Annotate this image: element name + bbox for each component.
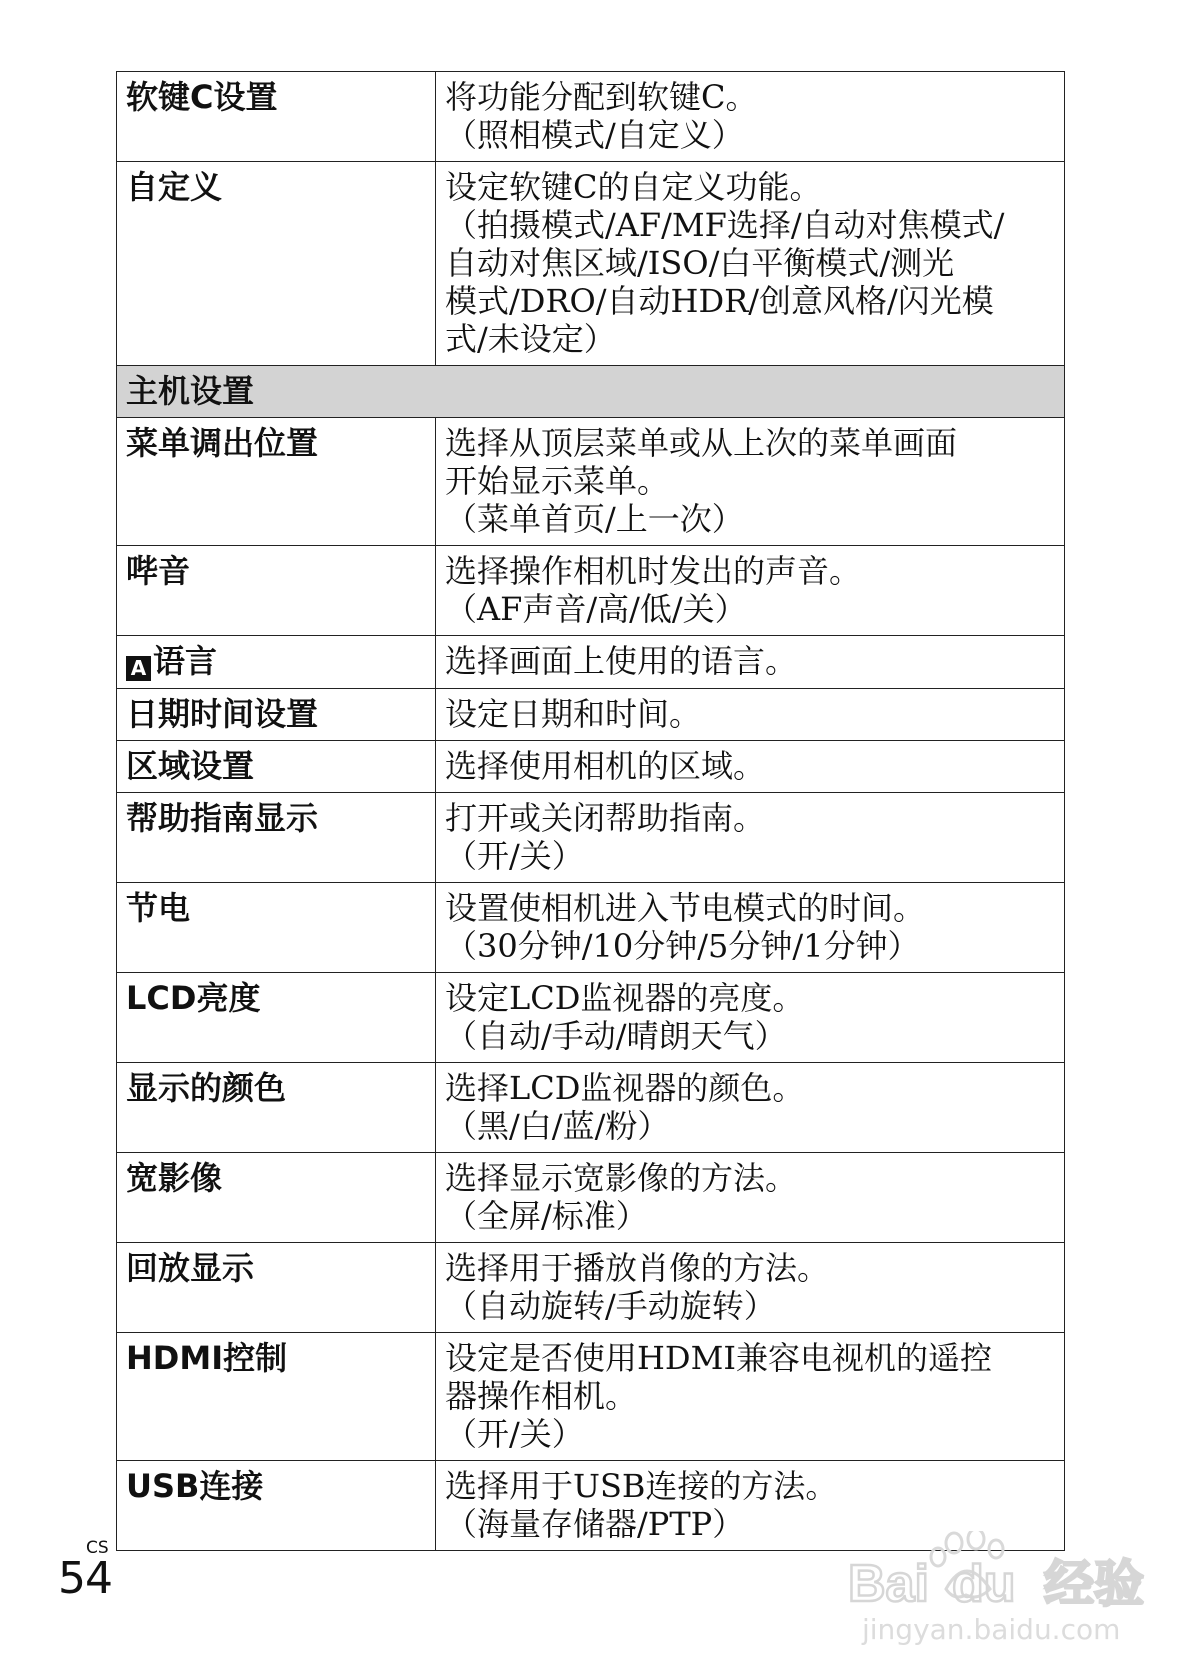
page-number: 54 [58,1553,112,1604]
table-row [117,72,1065,162]
description-line: 设定日期和时间。 [445,695,702,733]
description-line: （海量存储器/PTP） [445,1505,745,1543]
description-line: 设置使相机进入节电模式的时间。 [445,889,926,927]
setting-description-cell [436,546,1065,636]
description-line: 模式/DRO/自动HDR/创意风格/闪光模 [445,282,994,320]
setting-description-cell [436,1333,1065,1461]
description-line: 选择显示宽影像的方法。 [445,1159,798,1197]
description-line: （30分钟/10分钟/5分钟/1分钟） [445,927,920,965]
description-line: 选择用于USB连接的方法。 [445,1467,838,1505]
description-line: 选择画面上使用的语言。 [445,642,798,680]
description-line: 开始显示菜单。 [445,462,670,500]
table-row [117,1333,1065,1461]
setting-description-cell [436,1063,1065,1153]
table-row [117,546,1065,636]
setting-name: 语言 [153,642,218,680]
setting-name-cell [117,636,436,689]
description-line: （自动旋转/手动旋转） [445,1287,776,1325]
table-row [117,162,1065,366]
description-line: （照相模式/自定义） [445,116,744,154]
setting-name-cell [117,793,436,883]
setting-name: 软键C设置 [126,78,278,116]
description-line: 器操作相机。 [445,1377,638,1415]
table-row [117,741,1065,793]
description-line: 设定是否使用HDMI兼容电视机的遥控 [445,1339,992,1377]
setting-name-cell [117,1153,436,1243]
table-row [117,883,1065,973]
section-title: 主机设置 [117,366,1065,418]
description-line: （AF声音/高/低/关） [445,590,747,628]
setting-name-cell [117,1243,436,1333]
setting-name: 帮助指南显示 [126,799,319,837]
setting-description-cell [436,162,1065,366]
settings-table [116,71,1065,1551]
description-line: （拍摄模式/AF/MF选择/自动对焦模式/ [445,206,1005,244]
setting-description-cell [436,689,1065,741]
setting-description-cell [436,741,1065,793]
description-line: （菜单首页/上一次） [445,500,744,538]
description-line: 选择LCD监视器的颜色。 [445,1069,805,1107]
description-line: 将功能分配到软键C。 [445,78,758,116]
setting-name: 日期时间设置 [126,695,319,733]
table-row [117,1243,1065,1333]
setting-name: 哔音 [126,552,191,590]
description-line: （全屏/标准） [445,1197,648,1235]
description-line: （开/关） [445,1415,584,1453]
setting-name: 菜单调出位置 [126,424,319,462]
description-line: 自动对焦区域/ISO/白平衡模式/测光 [445,244,955,282]
setting-name-cell [117,72,436,162]
table-row [117,1153,1065,1243]
setting-description-cell [436,883,1065,973]
table-row [117,418,1065,546]
setting-name-cell [117,1333,436,1461]
setting-name-cell [117,973,436,1063]
language-icon: A [126,656,151,681]
setting-description-cell [436,1153,1065,1243]
description-line: 设定软键C的自定义功能。 [445,168,822,206]
setting-name-cell [117,883,436,973]
description-line: 选择用于播放肖像的方法。 [445,1249,830,1287]
setting-name-cell [117,741,436,793]
setting-name: LCD亮度 [126,979,261,1017]
setting-description-cell [436,793,1065,883]
setting-name-cell [117,1063,436,1153]
table-row [117,689,1065,741]
setting-name: 自定义 [126,168,223,206]
watermark-url: jingyan.baidu.com [862,1613,1121,1646]
table-row [117,793,1065,883]
setting-description-cell [436,1243,1065,1333]
description-line: 打开或关闭帮助指南。 [445,799,766,837]
setting-name: 显示的颜色 [126,1069,287,1107]
setting-name: 宽影像 [126,1159,223,1197]
description-line: 选择从顶层菜单或从上次的菜单画面 [445,424,958,462]
setting-name: HDMI控制 [126,1339,288,1377]
setting-name: 区域设置 [126,747,255,785]
setting-name-cell [117,162,436,366]
table-row [117,1063,1065,1153]
description-line: 选择操作相机时发出的声音。 [445,552,862,590]
description-line: 式/未设定） [445,320,616,358]
table-row [117,636,1065,689]
section-header-row [117,366,1065,418]
baidu-jingyan-watermark [848,1531,1168,1661]
page-language-tag: CS [86,1538,109,1558]
setting-name-cell [117,418,436,546]
setting-description-cell [436,72,1065,162]
description-line: （黑/白/蓝/粉） [445,1107,670,1145]
watermark-brand: Bai [848,1555,929,1613]
settings-table-body [117,72,1065,1551]
setting-description-cell [436,973,1065,1063]
watermark-brand-tail: du [952,1555,1016,1613]
description-line: （开/关） [445,837,584,875]
description-line: 设定LCD监视器的亮度。 [445,979,805,1017]
watermark-jingyan: 经验 [1044,1555,1144,1613]
description-line: （自动/手动/晴朗天气） [445,1017,787,1055]
table-row [117,973,1065,1063]
setting-name-cell [117,546,436,636]
setting-name-cell [117,689,436,741]
setting-name: 节电 [126,889,191,927]
setting-name: USB连接 [126,1467,264,1505]
setting-name: 回放显示 [126,1249,255,1287]
setting-description-cell [436,636,1065,689]
description-line: 选择使用相机的区域。 [445,747,766,785]
setting-description-cell [436,418,1065,546]
setting-name-cell [117,1461,436,1551]
